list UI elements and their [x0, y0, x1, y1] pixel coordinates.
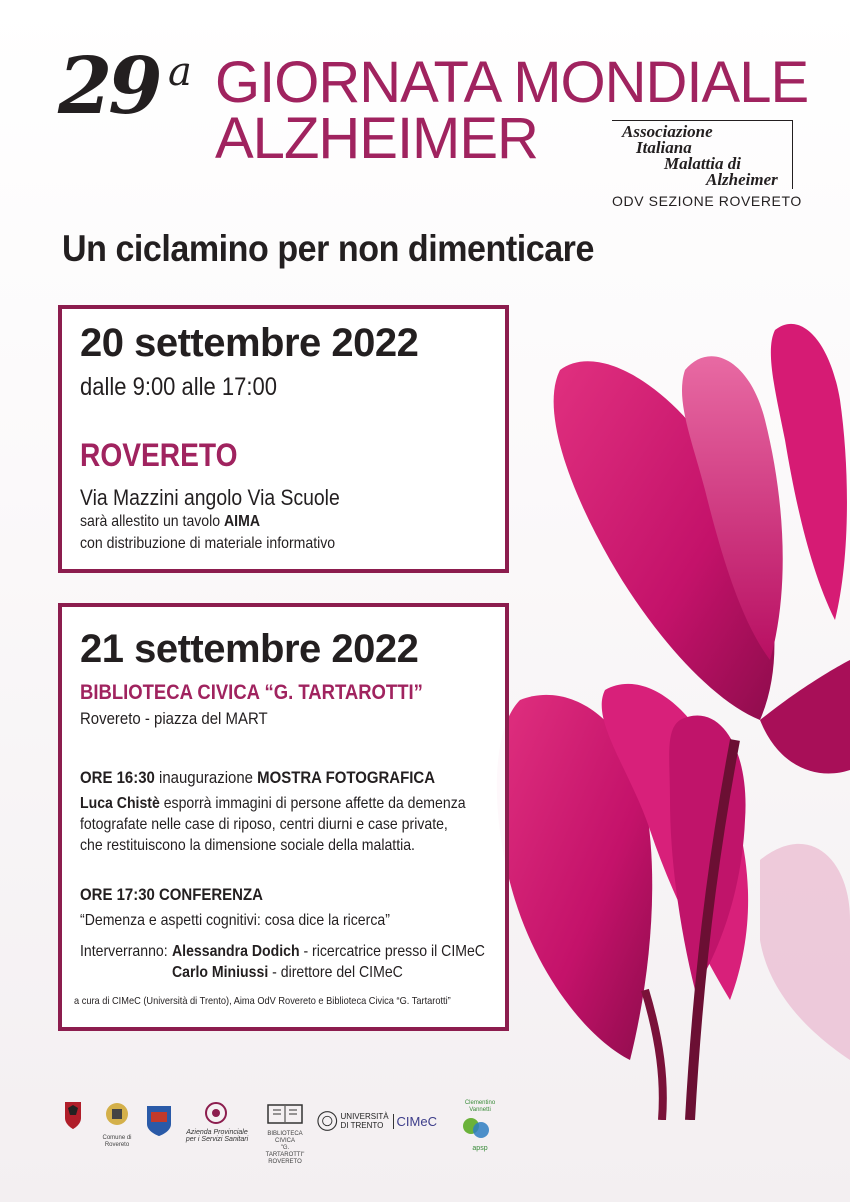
edition-ordinal: a — [168, 49, 192, 95]
event1-city — [80, 437, 259, 474]
event1-date: 20 settembre 2022 — [80, 321, 419, 365]
comune-logo — [101, 1100, 133, 1149]
event2-location — [80, 709, 293, 729]
universita-line-2: DI TRENTO — [340, 1121, 384, 1130]
part1-title: MOSTRA FOTOGRAFICA — [257, 768, 436, 787]
speaker2-name: Carlo Miniussi — [172, 964, 269, 981]
event2-part1-line3 — [80, 837, 461, 855]
event1-desc-line1 — [80, 513, 285, 531]
shield-logo — [145, 1104, 173, 1143]
title-line-2: ALZHEIMER — [215, 106, 538, 171]
event2-venue-text: BIBLIOTECA CIVICA “G. TARTAROTTI” — [80, 681, 423, 704]
azienda-line-2: per i Servizi Sanitari — [185, 1136, 249, 1143]
event2-part1-heading — [80, 768, 483, 788]
cimec-logo-text: CIMeC — [393, 1114, 437, 1129]
event1-address-text: Via Mazzini angolo Via Scuole — [80, 485, 340, 510]
event-box-sept-20 — [58, 305, 509, 573]
event1-desc-line2 — [80, 535, 370, 553]
subtitle: Un ciclamino per non dimenticare — [62, 228, 594, 269]
aima-line-3: Malattia di — [664, 154, 741, 173]
part1-time: ORE 16:30 — [80, 768, 155, 787]
event1-address — [80, 485, 375, 511]
event1-desc2-text: con distribuzione di materiale informativo — [80, 535, 336, 552]
azienda-line-1: Azienda Provinciale — [186, 1129, 248, 1136]
part1-line3: che restituiscono la dimensione sociale della malattia. — [80, 837, 415, 854]
event1-desc-bold: AIMA — [224, 513, 261, 530]
speaker2-role: - direttore del CIMeC — [268, 964, 403, 981]
biblioteca-line-3: ROVERETO — [268, 1159, 302, 1165]
aima-logo-text — [622, 124, 778, 188]
event-box-sept-21 — [58, 603, 509, 1031]
event2-part2-heading — [80, 885, 288, 905]
event2-location-text: Rovereto - piazza del MART — [80, 709, 268, 728]
comune-caption: Comune di Rovereto — [102, 1135, 132, 1148]
unitn-cimec-logo — [317, 1110, 437, 1132]
event2-credits — [74, 995, 502, 1007]
event1-city-text: ROVERETO — [80, 437, 238, 473]
biblioteca-logo — [262, 1102, 308, 1166]
event1-hours-text: dalle 9:00 alle 17:00 — [80, 373, 277, 401]
event2-speakers-label — [80, 943, 180, 961]
part2-quote-text: “Demenza e aspetti cognitivi: cosa dice la ricerca” — [80, 912, 390, 929]
edition-number: 29 — [58, 41, 159, 132]
event2-part2-quote — [80, 912, 432, 930]
speaker1-name: Alessandra Dodich — [172, 943, 300, 960]
speaker1-role: - ricercatrice presso il CIMeC — [299, 943, 485, 960]
part2-heading-text: ORE 17:30 CONFERENZA — [80, 885, 263, 904]
part1-line1: esporrà immagini di persone affette da demenza — [159, 795, 466, 812]
speakers-label-text: Interverranno: — [80, 943, 168, 960]
apsp-text: apsp — [472, 1145, 488, 1152]
event2-part1-line1 — [80, 795, 518, 813]
event2-speaker1 — [172, 943, 528, 961]
azienda-sanitaria-logo — [185, 1102, 249, 1143]
event2-venue — [80, 681, 470, 705]
event1-hours — [80, 373, 304, 402]
part1-author: Luca Chistè — [80, 795, 160, 812]
event2-part1-line2 — [80, 816, 498, 834]
event1-desc-prefix: sarà allestito un tavolo — [80, 513, 225, 530]
provincia-logo — [55, 1100, 91, 1137]
event2-speaker2 — [172, 964, 434, 982]
title-line-1: GIORNATA MONDIALE — [215, 50, 809, 115]
biblioteca-line-2: "G. TARTAROTTI" — [265, 1145, 305, 1158]
credits-text: a cura di CIMeC (Università di Trento), Aima OdV Rovereto e Biblioteca Civica “G. Tartarotti” — [74, 995, 451, 1007]
apsp-top-text: Clementino Vannetti — [464, 1100, 496, 1113]
part1-label: inaugurazione — [154, 768, 258, 787]
part1-line2: fotografate nelle case di riposo, centri diurni e case private, — [80, 816, 448, 833]
sponsor-logos — [55, 1100, 515, 1165]
aima-line-1: Associazione — [622, 122, 713, 141]
universita-line-1: UNIVERSITÀ — [340, 1112, 389, 1121]
biblioteca-line-1: BIBLIOTECA CIVICA — [267, 1131, 303, 1144]
event2-date: 21 settembre 2022 — [80, 627, 419, 671]
aima-section: ODV SEZIONE ROVERETO — [612, 193, 802, 209]
aima-line-4: Alzheimer — [706, 170, 778, 189]
aima-line-2: Italiana — [636, 138, 692, 157]
apsp-logo — [455, 1100, 505, 1152]
